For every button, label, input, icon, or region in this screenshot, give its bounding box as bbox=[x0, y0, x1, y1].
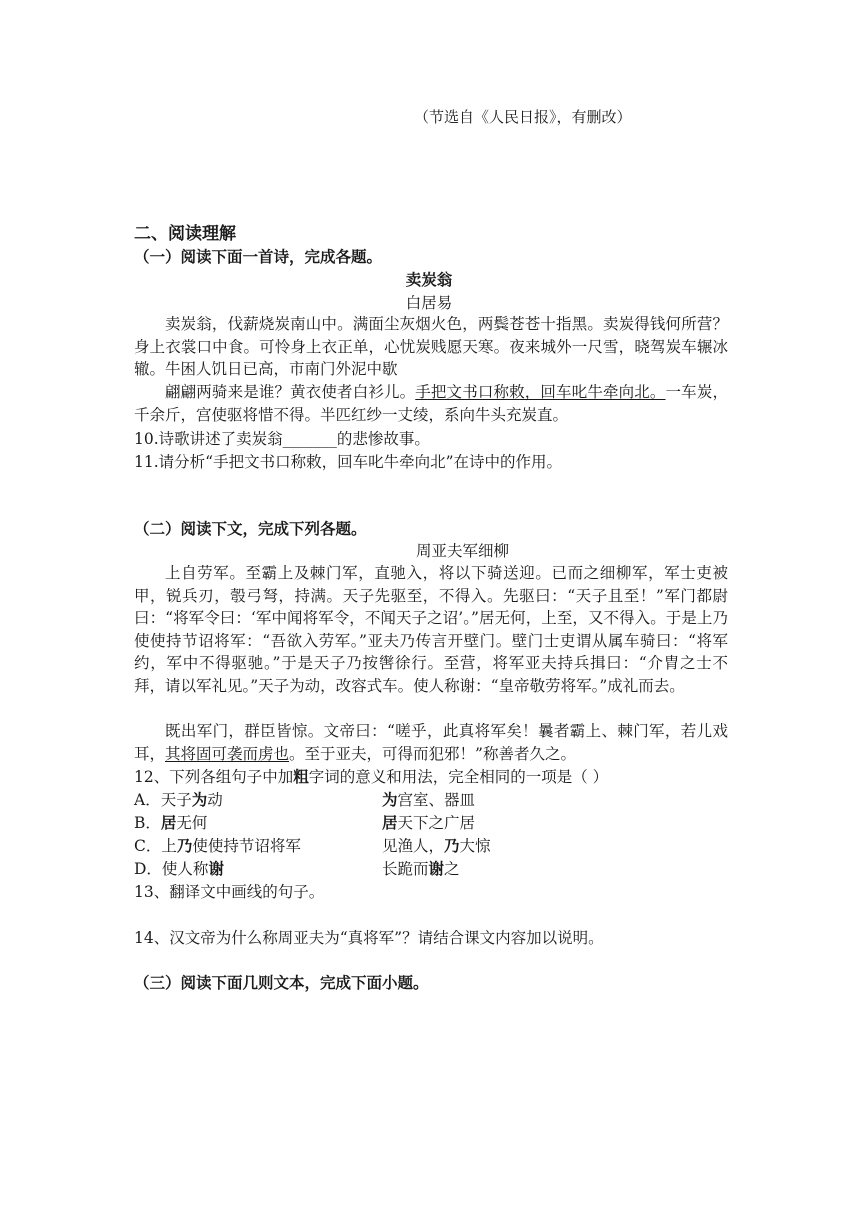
question-13: 13、翻译文中画线的句子。 bbox=[134, 883, 325, 901]
opt-text: D．使人称 bbox=[134, 860, 209, 878]
opt-bold: 为 bbox=[191, 790, 208, 809]
opt-text: 动 bbox=[207, 791, 223, 809]
opt-text: C．上 bbox=[134, 837, 177, 855]
option-b-right bbox=[382, 811, 475, 833]
opt-text: 大惊 bbox=[459, 837, 491, 855]
underlined-sentence: 手把文书口称敕，回车叱牛牵向北。 bbox=[415, 383, 666, 401]
opt-text: 天下之广居 bbox=[397, 814, 476, 832]
poem-stanza-1: 卖炭翁，伐薪烧炭南山中。满面尘灰烟火色，两鬓苍苍十指黑。卖炭得钱何所营？身上衣裳口中食。可怜身上衣正单，心忧炭贱愿天寒。夜来城外一尺雪，晓驾炭车辗冰辙。牛困人饥日已高，市南门外泥中歇 bbox=[134, 315, 728, 378]
opt-bold: 乃 bbox=[176, 836, 193, 855]
poem-title: 卖炭翁 bbox=[405, 270, 453, 289]
opt-text: 使使持节诏将军 bbox=[192, 837, 301, 855]
opt-text: B． bbox=[134, 814, 161, 832]
opt-bold: 谢 bbox=[208, 859, 224, 878]
opt-bold: 为 bbox=[382, 790, 398, 809]
question-10: 10.诗歌讲述了卖炭翁_______的悲惨故事。 bbox=[134, 430, 430, 448]
poem-author: 白居易 bbox=[405, 294, 453, 312]
passage-paragraph-1: 上自劳军。至霸上及棘门军，直驰入，将以下骑送迎。已而之细柳军，军士吏被甲，锐兵刃，彀弓弩，持满。天子先驱至，不得入。先驱曰：“天子且至！”军门都尉曰：“将军令曰：‘军中闻将军令，不闻天子之诏’。”居无何，上至，又不得入。于是上乃使使持节诏将军：“吾欲入劳军。”亚夫乃传言开壁门。壁门士吏谓从属车骑曰：“将军约，军中不得驱驰。”于是天子乃按辔徐行。至营，将军亚夫持兵揖曰：“介胄之士不拜，请以军礼见。”天子为动，改容式车。使人称谢：“皇帝敬劳将军。”成礼而去。 bbox=[134, 564, 728, 695]
opt-bold: 居 bbox=[160, 813, 177, 832]
q12-text-rest: 字词的意义和用法，完全相同的一项是（ ） bbox=[308, 768, 609, 786]
part3-heading: （三）阅读下面几则文本，完成下面小题。 bbox=[134, 973, 429, 992]
option-d-left bbox=[134, 857, 224, 879]
part2-heading: （二）阅读下文，完成下列各题。 bbox=[134, 519, 367, 538]
q12-bold-word: 粗 bbox=[293, 767, 309, 786]
option-c-left bbox=[134, 834, 301, 856]
opt-text: 宫室、器皿 bbox=[397, 791, 476, 809]
question-14: 14、汉文帝为什么称周亚夫为“真将军”？请结合课文内容加以说明。 bbox=[134, 929, 604, 947]
q12-text: 12、下列各组句子中加 bbox=[134, 768, 294, 786]
opt-text: 长跪而 bbox=[382, 860, 429, 878]
option-d-right bbox=[382, 857, 460, 879]
stanza2-text-rest: 一车炭，千余斤，宫使驱将惜不得。半匹红纱一丈绫，系向牛头充炭直。 bbox=[134, 383, 728, 424]
part1-heading: （一）阅读下面一首诗，完成各题。 bbox=[134, 247, 383, 266]
poem-stanza-2 bbox=[134, 381, 728, 426]
passage-paragraph-2 bbox=[134, 720, 728, 765]
opt-bold: 谢 bbox=[428, 859, 445, 878]
question-11: 11.请分析“手把文书口称敕，回车叱牛牵向北”在诗中的作用。 bbox=[134, 453, 563, 471]
option-a-right bbox=[382, 788, 475, 810]
question-12 bbox=[134, 765, 608, 787]
option-a-left bbox=[134, 788, 223, 810]
section-title: 二、阅读理解 bbox=[134, 224, 236, 244]
opt-bold: 居 bbox=[382, 813, 398, 832]
opt-text: 无何 bbox=[176, 814, 208, 832]
underlined-sentence-2: 其将固可袭而虏也 bbox=[165, 744, 290, 763]
opt-bold: 乃 bbox=[444, 836, 460, 855]
text-title: 周亚夫军细柳 bbox=[416, 542, 510, 560]
para2-text-rest: 。至于亚夫，可得而犯邪！”称善者久之。 bbox=[289, 744, 576, 763]
opt-text: 见渔人， bbox=[382, 837, 445, 855]
option-b-left bbox=[134, 811, 207, 833]
opt-text: 之 bbox=[444, 860, 460, 878]
stanza2-text: 翩翩两骑来是谁？黄衣使者白衫儿。 bbox=[165, 383, 416, 401]
source-note: （节选自《人民日报》，有删改） bbox=[414, 108, 632, 126]
option-c-right bbox=[382, 834, 491, 856]
opt-text: A．天子 bbox=[134, 791, 192, 809]
para2-text: 既出军门，群臣皆惊。文帝曰：“嗟乎，此真将军矣！曩者霸上、棘门军，若儿戏耳， bbox=[134, 722, 728, 763]
